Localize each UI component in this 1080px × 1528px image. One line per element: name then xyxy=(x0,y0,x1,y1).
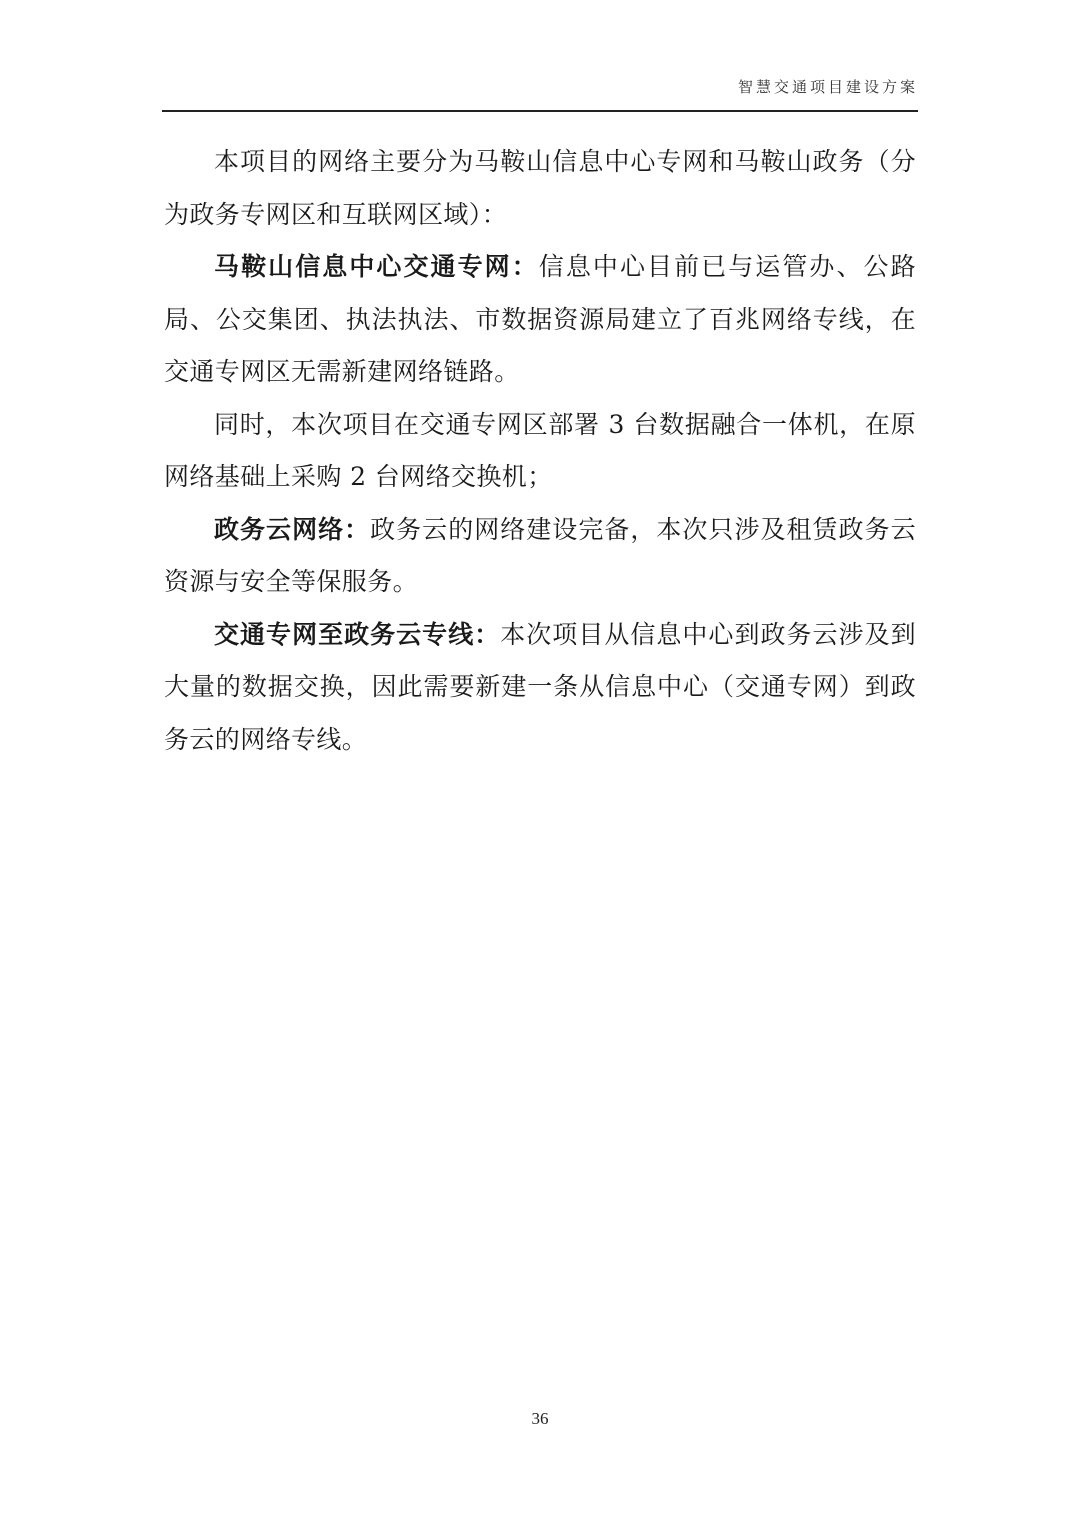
paragraph-lead: 政务云网络： xyxy=(214,514,371,544)
paragraph-text: 本次项目从信息中心到政务云涉及到大量的数据交换，因此需要新建一条从信息中心（交通专网）到政务云的网络专线。 xyxy=(164,619,916,754)
running-header: 智慧交通项目建设方案 xyxy=(737,78,918,96)
paragraph-gov-cloud xyxy=(164,504,916,609)
paragraph-text: 政务云的网络建设完备，本次只涉及租赁政务云资源与安全等保服务。 xyxy=(164,514,916,596)
paragraph-dedicated-line xyxy=(164,609,916,767)
header-rule xyxy=(162,110,918,112)
paragraph-traffic-network xyxy=(164,241,916,399)
paragraph-text: 信息中心目前已与运管办、公路局、公交集团、执法执法、市数据资源局建立了百兆网络专线，在交通专网区无需新建网络链路。 xyxy=(164,252,916,386)
page-number: 36 xyxy=(531,1409,549,1428)
paragraph-text: 本项目的网络主要分为马鞍山信息中心专网和马鞍山政务（分为政务专网区和互联网区域）： xyxy=(164,147,916,229)
paragraph-deployment xyxy=(164,399,916,504)
paragraph-lead: 马鞍山信息中心交通专网： xyxy=(214,252,539,281)
paragraph-lead: 交通专网至政务云专线： xyxy=(214,619,501,649)
paragraph-intro xyxy=(164,136,916,241)
body-text xyxy=(164,136,916,766)
paragraph-text: 同时，本次项目在交通专网区部署 3 台数据融合一体机，在原网络基础上采购 2 台网络交换机； xyxy=(164,409,916,491)
